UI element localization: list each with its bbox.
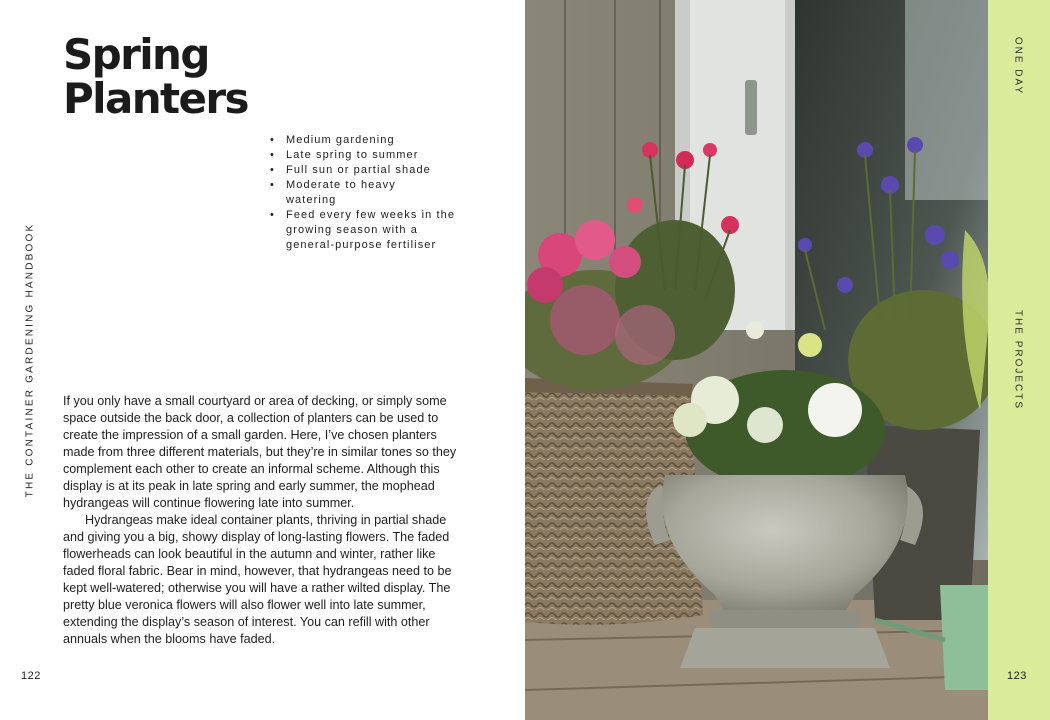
planters-photo (525, 0, 988, 720)
care-tips-list (270, 133, 480, 253)
page-title (63, 30, 248, 123)
care-tip: • Full sun or partial shade (270, 163, 480, 178)
page-number-left: 122 (21, 670, 41, 682)
body-text (63, 393, 468, 648)
title-line-1: Spring (63, 30, 209, 79)
title-line-2: Planters (63, 74, 248, 123)
body-paragraph: Hydrangeas make ideal container plants, thriving in partial shade and giving you a big, showy display of long-lasting flowers. The faded flowerheads can look beautiful in the autumn and winter, rather like faded floral fabric. Bear in mind, however, that hydrangeas need to be kept well-watered; otherwise you will have a rather wilted display. The pretty blue veronica flowers will also flower well into late summer, extending the display’s season of interest. You can refill with other annuals when the blooms have faded. (63, 513, 452, 646)
body-paragraph: If you only have a small courtyard or area of decking, or simply some space outside the back door, a collection of planters can be used to create the impression of a small garden. Here, I’ve chosen planters made from three different materials, but they’re in similar tones so they complement each other to create an informal scheme. Although this display is at its peak in late spring and early summer, the mophead hydrangeas will continue flowering late into summer. (63, 394, 457, 510)
section-label-projects: THE PROJECTS (1012, 309, 1024, 411)
section-label-one-day: ONE DAY (1012, 36, 1024, 96)
care-tip: • Feed every few weeks in the growing season with a general-purpose fertiliser (270, 208, 470, 253)
care-tip: • Late spring to summer (270, 148, 480, 163)
running-header-book-title: THE CONTAINER GARDENING HANDBOOK (24, 222, 36, 498)
section-strip (988, 0, 1050, 720)
page-number-right: 123 (1007, 670, 1027, 682)
care-tip: • Medium gardening (270, 133, 480, 148)
care-tip: • Moderate to heavy watering (270, 178, 398, 208)
